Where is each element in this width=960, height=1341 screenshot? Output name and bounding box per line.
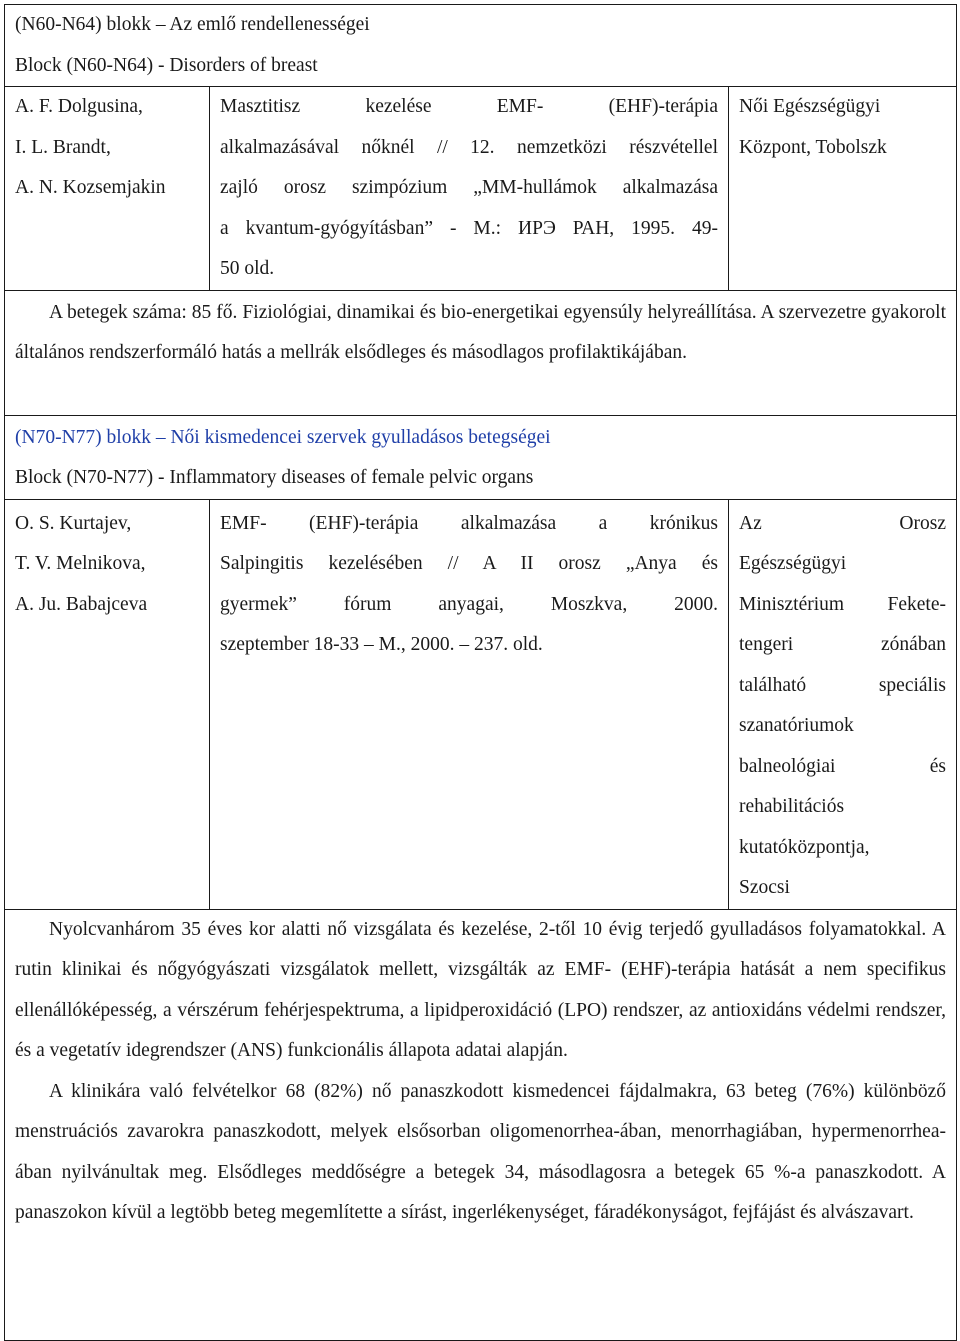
reference-line: alkalmazásával nőknél // 12. nemzetközi részvétellel — [220, 136, 718, 158]
body-paragraph: Nyolcvanhárom 35 éves kor alatti nő vizsgálata és kezelése, 2-től 10 évig terjedő gyulladásos folyamatokkal. A rutin klinikai és nőgyógyászati vizsgálatok mellett, vizsgálták az EMF- (EHF)-terápia hatását a nem specifikus ellenállóképesség, a vérszérum fehérjespektruma, a lipidperoxidáció (LPO) rendszer, az antioxidáns védelmi rendszer, és a vegetatív idegrendszer (ANS) funkcionális állapota adatai alapján. — [15, 918, 946, 1061]
institution-line: tengeri zónában — [739, 634, 946, 655]
author-name: I. L. Brandt, — [15, 136, 111, 158]
institution-line: Női Egészségügyi — [739, 96, 881, 117]
block1-heading-en: Block (N60-N64) - Disorders of breast — [15, 54, 318, 76]
block1-heading-cell — [5, 5, 957, 87]
block2-institution — [729, 499, 957, 909]
block1-heading-row — [5, 5, 957, 87]
block2-heading-row — [5, 415, 957, 499]
author-name: T. V. Melnikova, — [15, 553, 146, 574]
block1-reference — [210, 87, 729, 291]
block2-body-cell — [5, 909, 957, 1340]
institution-line: Központ, Tobolszk — [739, 136, 887, 158]
institution-line: Az Orosz — [739, 512, 946, 534]
reference-line: a kvantum-gyógyításban” - M.: ИРЭ РАН, 1995. 49- — [220, 217, 718, 239]
reference-line: Masztitisz kezelése EMF- (EHF)-terápia — [220, 96, 718, 117]
reference-line: gyermek” fórum anyagai, Moszkva, 2000. — [220, 593, 718, 615]
block1-authors — [5, 87, 210, 291]
institution-line: Minisztérium Fekete- — [739, 593, 946, 615]
institution-line: kutatóközpontja, — [739, 836, 870, 858]
reference-line: zajló orosz szimpózium „MM-hullámok alkalmazása — [220, 177, 718, 198]
block2-body-row — [5, 909, 957, 1340]
institution-line: szanatóriumok — [739, 715, 854, 736]
block1-heading-hu: (N60-N64) blokk – Az emlő rendellenességei — [15, 14, 370, 35]
institution-line: található speciális — [739, 674, 946, 696]
block1-summary: A betegek száma: 85 fő. Fiziológiai, dinamikai és bio-energetikai egyensúly helyreállítása. A szervezetre gyakorolt általános rendszerformáló hatás a mellrák elsődleges és másodlagos profilaktikájában. — [15, 301, 946, 363]
reference-line: 50 old. — [220, 258, 275, 279]
block1-reference-row — [5, 87, 957, 291]
block2-reference-row — [5, 499, 957, 909]
block2-heading-cell — [5, 415, 957, 499]
reference-line: szeptember 18-33 – M., 2000. – 237. old. — [220, 634, 543, 655]
reference-line: EMF- (EHF)-terápia alkalmazása a krónikus — [220, 512, 718, 534]
institution-line: rehabilitációs — [739, 796, 845, 817]
block2-reference — [210, 499, 729, 909]
reference-line: Salpingitis kezelésében // A II orosz „Anya és — [220, 553, 718, 574]
author-name: O. S. Kurtajev, — [15, 512, 132, 534]
author-name: A. N. Kozsemjakin — [15, 177, 166, 198]
block1-summary-cell — [5, 290, 957, 415]
block2-heading-hu: (N70-N77) blokk – Női kismedencei szervek gyulladásos betegségei — [15, 426, 551, 448]
body-paragraph: A klinikára való felvételkor 68 (82%) nő panaszkodott kismedencei fájdalmakra, 63 beteg (76%) különböző menstruációs zavarokra panaszkodott, melyek elsősorban oligomenorrhea-ában, menorrhagiában, hypermenorrhea-ában nyilvánultak meg. Elsődleges meddőségre a betegek 34, másodlagosra a betegek 65 %-a panaszkodott. A panaszokon kívül a legtöbb beteg megemlítette a sírást, ingerlékenységet, fáradékonyságot, fejfájást és alvászavart. — [15, 1080, 946, 1223]
document-table — [4, 4, 957, 1341]
block1-institution — [729, 87, 957, 291]
institution-line: Szocsi — [739, 877, 790, 898]
author-name: A. F. Dolgusina, — [15, 96, 143, 117]
institution-line: Egészségügyi — [739, 553, 847, 574]
block2-authors — [5, 499, 210, 909]
institution-line: balneológiai és — [739, 755, 946, 777]
block1-summary-row — [5, 290, 957, 415]
author-name: A. Ju. Babajceva — [15, 593, 148, 615]
block2-heading-en: Block (N70-N77) - Inflammatory diseases of female pelvic organs — [15, 467, 534, 488]
